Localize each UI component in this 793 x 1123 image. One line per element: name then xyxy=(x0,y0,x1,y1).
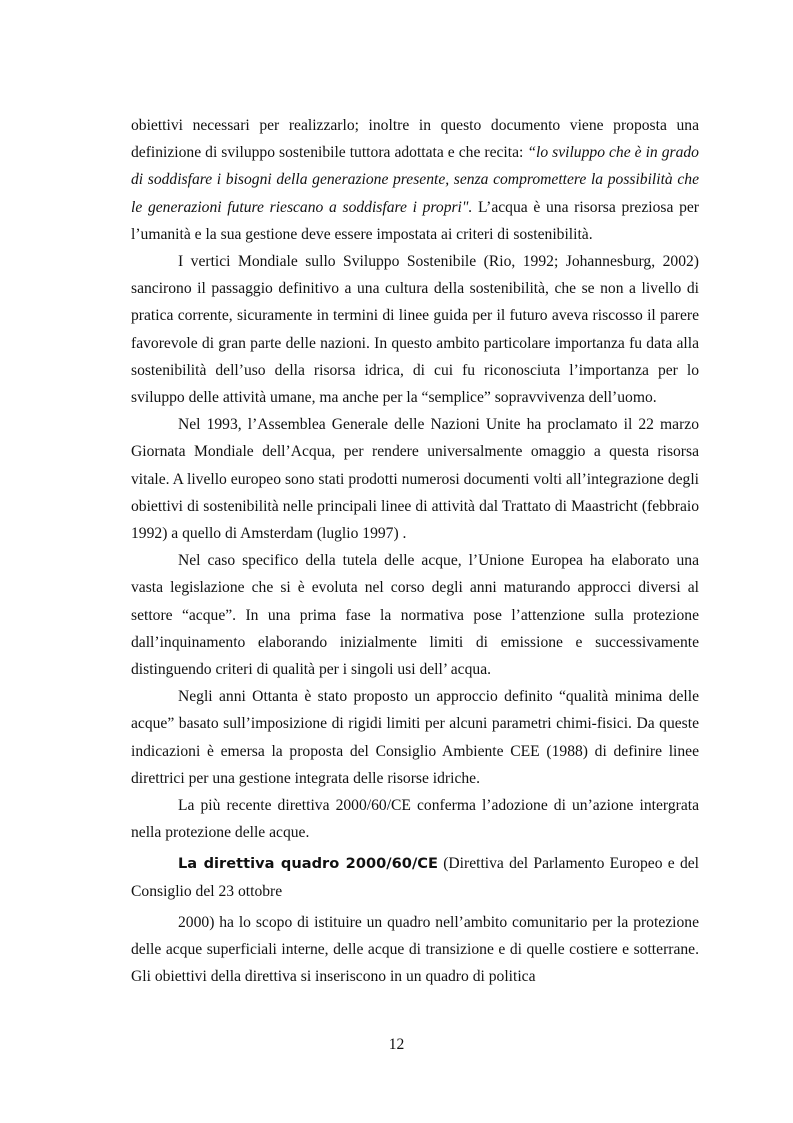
directive-heading: La direttiva quadro 2000/60/CE xyxy=(178,855,438,873)
paragraph-1-quote: “lo sviluppo che è in grado di soddisfare i bisogni della generazione presente, senza compromettere la possibilità che le generazioni future riescano a soddisfare i propri". xyxy=(131,144,699,216)
paragraph-7 xyxy=(131,850,699,904)
paragraph-4: Nel caso specifico della tutela delle acque, l’Unione Europea ha elaborato una vasta legislazione che si è evoluta nel corso degli anni maturando approcci diversi al settore “acque”. In una prima fase la normativa pose l’attenzione sulla protezione dall’inquinamento elaborando inizialmente limiti di emissione e successivamente distinguendo criteri di qualità per i singoli usi dell’ acqua. xyxy=(131,552,699,679)
paragraph-1 xyxy=(131,112,699,248)
paragraph-5: Negli anni Ottanta è stato proposto un approccio definito “qualità minima delle acque” basato sull’imposizione di rigidi limiti per alcuni parametri chimi-fisici. Da queste indicazioni è emersa la proposta del Consiglio Ambiente CEE (1988) di definire linee direttrici per una gestione integrata delle risorse idriche. xyxy=(131,688,699,787)
paragraph-6: La più recente direttiva 2000/60/CE conferma l’adozione di un’azione intergrata nella protezione delle acque. xyxy=(131,797,699,842)
document-body xyxy=(131,112,699,991)
page-number: 12 xyxy=(388,1036,405,1053)
paragraph-7-text: (Direttiva del Parlamento Europeo e del Consiglio del 23 ottobre xyxy=(131,855,699,900)
paragraph-8: 2000) ha lo scopo di istituire un quadro nell’ambito comunitario per la protezione delle acque superficiali interne, delle acque di transizione e di quelle costiere e sotterrane. Gli obiettivi della direttiva si inseriscono in un quadro di politica xyxy=(131,913,699,986)
paragraph-1-text-a: obiettivi necessari per realizzarlo; inoltre in questo documento viene proposta una definizione di sviluppo sostenibile tuttora adottata e che recita: xyxy=(131,117,699,162)
paragraph-2: I vertici Mondiale sullo Sviluppo Sostenibile (Rio, 1992; Johannesburg, 2002) sancirono il passaggio definitivo a una cultura della sostenibilità, che se non a livello di pratica corrente, sicuramente in termini di linee guida per il futuro aveva riscosso il parere favorevole di gran parte delle nazioni. In questo ambito particolare importanza fu data alla sostenibilità dell’uso della risorsa idrica, di cui fu riconosciuta l’importanza per lo sviluppo delle attività umane, ma anche per la “semplice” sopravvivenza dell’uomo. xyxy=(131,253,699,407)
paragraph-1-text-b: L’acqua è una risorsa preziosa per l’umanità e la sua gestione deve essere impostata ai criteri di sostenibilità. xyxy=(131,198,699,243)
paragraph-3: Nel 1993, l’Assemblea Generale delle Nazioni Unite ha proclamato il 22 marzo Giornata Mondiale dell’Acqua, per rendere universalmente omaggio a questa risorsa vitale. A livello europeo sono stati prodotti numerosi documenti volti all’integrazione degli obiettivi di sostenibilità nelle principali linee di attività dal Trattato di Maastricht (febbraio 1992) a quello di Amsterdam (luglio 1997) . xyxy=(131,416,699,543)
